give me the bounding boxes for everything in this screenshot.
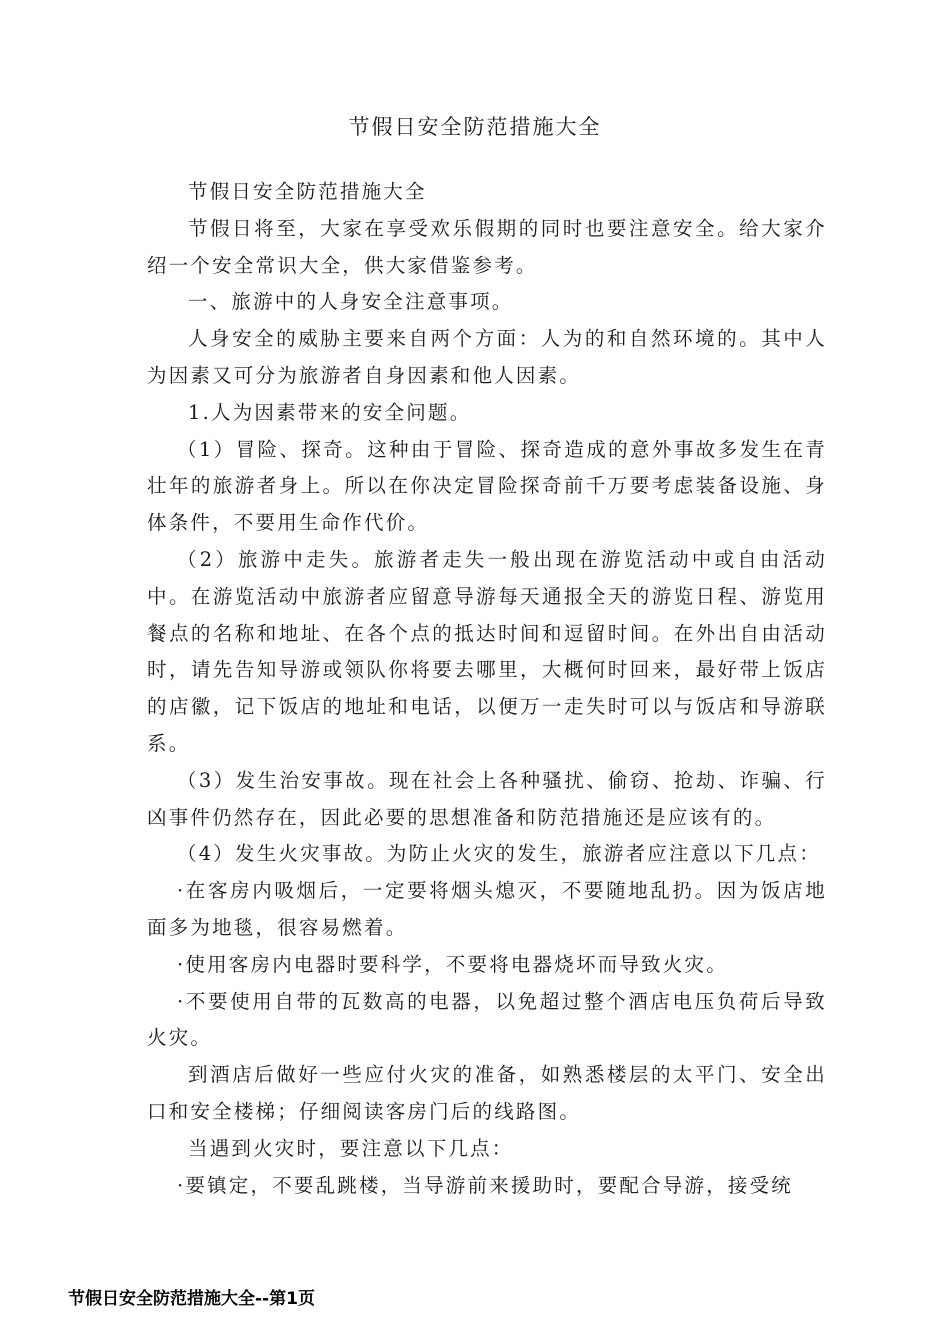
paragraph-getting-lost: （2）旅游中走失。旅游者走失一般出现在游览活动中或自由活动中。在游览活动中旅游者应留意导游每天通报全天的游览日程、游览用餐点的名称和地址、在各个点的抵达时间和逗留时间。在外出自由活动时，请先告知导游或领队你将要去哪里，大概何时回来，最好带上饭店的店徽，记下饭店的地址和电话，以便万一走失时可以与饭店和导游联系。 xyxy=(147,547,827,755)
section-heading-travel-safety: 一、旅游中的人身安全注意事项。 xyxy=(188,290,514,314)
paragraph-fire-preparation: 到酒店后做好一些应付火灾的准备，如熟悉楼层的太平门、安全出口和安全楼梯；仔细阅读客房门后的线路图。 xyxy=(147,1063,827,1123)
subsection-heading-human-factors: 1.人为因素带来的安全问题。 xyxy=(188,400,472,424)
paragraph-when-fire: 当遇到火灾时，要注意以下几点： xyxy=(188,1136,514,1160)
paragraph-fire-incident: （4）发生火灾事故。为防止火灾的发生，旅游者应注意以下几点： xyxy=(177,842,821,866)
bullet-stay-calm: ·要镇定，不要乱跳楼，当导游前来援助时，要配合导游，接受统 xyxy=(177,1173,793,1197)
document-title: 节假日安全防范措施大全 xyxy=(348,115,602,139)
document-body xyxy=(147,174,827,1204)
paragraph-security-incident: （3）发生治安事故。现在社会上各种骚扰、偷窃、抢劫、诈骗、行凶事件仍然存在，因此必要的思想准备和防范措施还是应该有的。 xyxy=(147,768,827,829)
paragraph-threat-sources: 人身安全的威胁主要来自两个方面：人为的和自然环境的。其中人为因素又可分为旅游者自身因素和他人因素。 xyxy=(147,327,827,387)
bullet-high-wattage: ·不要使用自带的瓦数高的电器，以免超过整个酒店电压负荷后导致火灾。 xyxy=(147,989,827,1050)
bullet-appliance-use: ·使用客房内电器时要科学，不要将电器烧坏而导致火灾。 xyxy=(177,952,728,976)
paragraph-adventure: （1）冒险、探奇。这种由于冒险、探奇造成的意外事故多发生在青壮年的旅游者身上。所以在你决定冒险探奇前千万要考虑装备设施、身体条件，不要用生命作代价。 xyxy=(147,437,827,535)
bullet-smoking: ·在客房内吸烟后，一定要将烟头熄灭，不要随地乱扔。因为饭店地面多为地毯，很容易燃着。 xyxy=(147,879,827,939)
page-footer: 节假日安全防范措施大全--第1页 xyxy=(68,1289,315,1309)
paragraph-intro: 节假日将至，大家在享受欢乐假期的同时也要注意安全。给大家介绍一个安全常识大全，供大家借鉴参考。 xyxy=(147,216,827,277)
paragraph-subtitle: 节假日安全防范措施大全 xyxy=(188,180,427,203)
